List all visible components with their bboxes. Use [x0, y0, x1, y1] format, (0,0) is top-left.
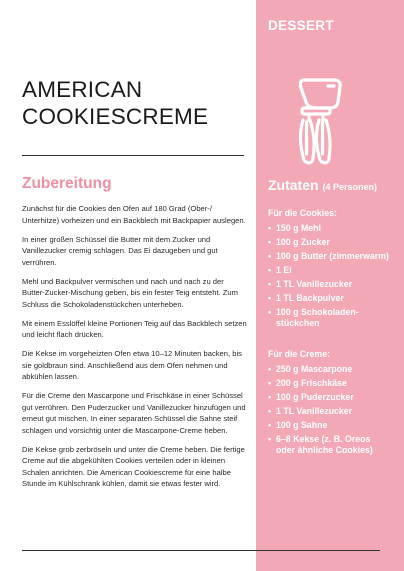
- title-line-2: COOKIESCREME: [22, 104, 209, 129]
- ingredient-item: • 1 Ei: [268, 265, 398, 276]
- ingredient-item: • 200 g Frischkäse: [268, 378, 398, 389]
- ingredients-title: Zutaten: [268, 177, 319, 193]
- preparation-paragraph: Für die Creme den Mascarpone und Frischkäse in einer Schüssel gut verrühren. Den Puderzucker und Vanillezucker hinzufügen und erneut gut mischen. In einer separaten Schüssel die Sahne steif schlagen und vorsichtig unter die Mascarpone-Creme heben.: [22, 391, 246, 435]
- hand-mixer-icon: [282, 76, 344, 166]
- preparation-paragraph: Mehl und Backpulver vermischen und nach und nach zu der Butter-Zucker-Mischung geben, bis ein fester Teig entsteht. Zum Schluss die Schokoladenstückchen unterheben.: [22, 276, 238, 309]
- ingredient-item: • 100 g Sahne: [268, 420, 398, 431]
- ingredient-item: • 6–8 Kekse (z. B. Oreos oder ähnliche Cookies): [268, 434, 398, 456]
- ingredient-item: • 1 TL Vanillezucker: [268, 406, 398, 417]
- preparation-text: [22, 203, 248, 497]
- preparation-paragraph: In einer großen Schüssel die Butter mit dem Zucker und Vanillezucker cremig schlagen. Das Ei dazugeben und gut verrühren.: [22, 234, 218, 267]
- creme-ingredients-heading: Für die Creme:: [268, 349, 331, 359]
- title-divider: [22, 155, 244, 156]
- preparation-paragraph: Mit einem Esslöffel kleine Portionen Teig auf das Backblech setzen und leicht flach drücken.: [22, 318, 247, 339]
- recipe-title: [22, 76, 250, 130]
- ingredient-item: • 1 TL Vanillezucker: [268, 279, 398, 290]
- cookie-ingredients-heading: Für die Cookies:: [268, 208, 337, 218]
- preparation-heading: Zubereitung: [22, 175, 112, 192]
- servings-label: (4 Personen): [322, 182, 377, 192]
- ingredient-item: • 250 g Mascarpone: [268, 364, 398, 375]
- preparation-paragraph: Die Kekse grob zerbröseln und unter die Creme heben. Die fertige Creme auf die abgekühlten Cookies verteilen oder in kleinen Schalen anrichten. Die American Cookiescreme für eine halbe Stunde im Kühlschrank kühlen, damit sie etwas fester wird.: [22, 444, 245, 488]
- creme-ingredients: [268, 349, 398, 459]
- category-label: DESSERT: [268, 18, 334, 33]
- cookie-ingredients: [268, 208, 398, 332]
- ingredient-item: • 100 g Schokoladen-stückchen: [268, 307, 398, 329]
- ingredient-item: • 150 g Mehl: [268, 223, 398, 234]
- ingredient-item: • 1 TL Backpulver: [268, 293, 398, 304]
- title-line-1: AMERICAN: [22, 77, 143, 102]
- ingredient-item: • 100 g Butter (zimmerwarm): [268, 251, 398, 262]
- ingredient-item: • 100 g Zucker: [268, 237, 398, 248]
- preparation-paragraph: Zunächst für die Cookies den Ofen auf 180 Grad (Ober-/ Unterhitze) vorheizen und ein Backblech mit Backpapier auslegen.: [22, 204, 246, 225]
- bottom-divider: [22, 550, 380, 551]
- ingredients-heading: [268, 177, 377, 193]
- ingredient-item: • 100 g Puderzucker: [268, 392, 398, 403]
- preparation-paragraph: Die Kekse im vorgeheizten Ofen etwa 10–12 Minuten backen, bis sie goldbraun sind. Anschließend aus dem Ofen nehmen und abkühlen lassen.: [22, 349, 242, 381]
